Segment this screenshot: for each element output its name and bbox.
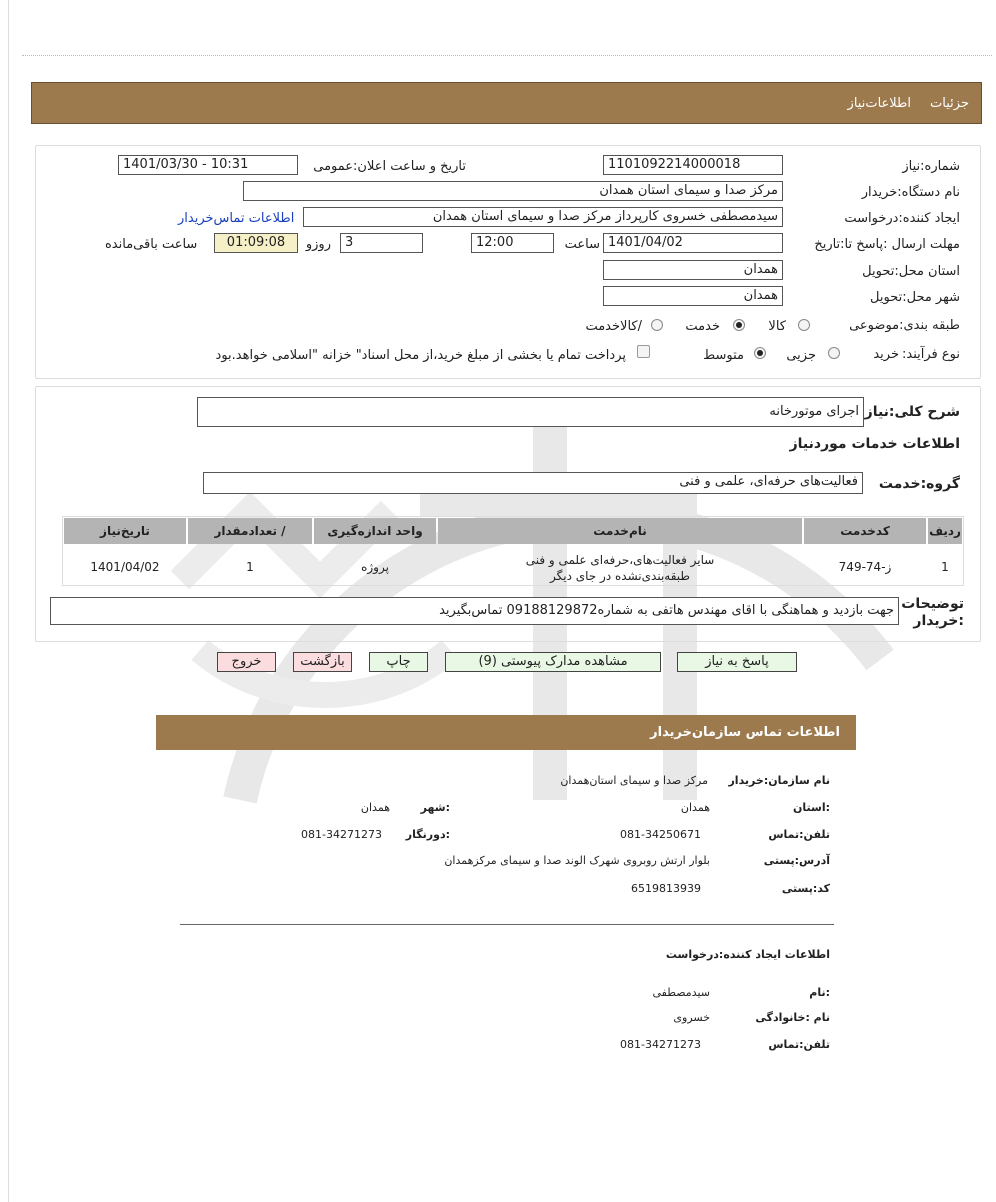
attachments-button[interactable]: مشاهده مدارک پیوستی (9) [445,652,661,672]
contact-section-title: اطلاعات تماس سازمان‌خریدار [650,725,840,740]
cell-date: 1401/04/02 [90,560,160,574]
group-label: گروه:خدمت [878,476,960,492]
contact-phone-label: تلفن:تماس [768,828,830,841]
need-number-field: 1101092214000018 [603,155,783,175]
contact-divider [180,924,834,925]
category-service-label: خدمت [685,319,720,334]
process-buy-label: خرید [873,347,899,362]
process-minor-label: جزیی [786,348,816,363]
org-label: نام سازمان:خریدار [728,774,830,787]
process-minor-radio[interactable] [828,347,840,359]
deadline-label: مهلت ارسال :پاسخ تا:تاریخ [814,237,960,252]
announce-field: 1401/03/30 - 10:31 [118,155,298,175]
cell-name-line2: طبقه‌بندی‌نشده در جای دیگر [550,569,690,583]
process-medium-radio[interactable] [754,347,766,359]
contact-phone-value: 081-34250671 [620,828,701,841]
col-header-row: ردیف [928,518,962,544]
contact-city-value: همدان [360,801,390,814]
back-button[interactable]: بازگشت [293,652,352,672]
contact-postal-value: 6519813939 [631,882,701,895]
contact-fax-value: 081-34271273 [301,828,382,841]
top-divider [22,55,992,56]
contact-province-value: همدان [680,801,710,814]
creator-label: ایجاد کننده:درخواست [844,211,960,226]
days-label: روزو [305,237,331,252]
province-label: استان محل:تحویل [862,264,960,279]
buyer-notes-field: جهت بازدید و هماهنگی با اقای مهندس هاتفی به شماره09188129872 تماس‌بگیرید [50,597,899,625]
col-header-qty: / تعدادمقدار [188,518,312,544]
group-field: فعالیت‌های حرفه‌ای، علمی و فنی [203,472,863,494]
category-goods-label: کالا [768,319,786,334]
buyer-notes-label-2: :خریدار [913,613,964,629]
cell-row: 1 [941,560,949,574]
requester-family-label: نام :خانوادگی [755,1011,830,1024]
category-goods-service-label: /کالاخدمت [585,319,642,334]
remaining-label: ساعت باقی‌مانده [105,237,198,252]
contact-section-header [156,715,856,750]
buyer-org-label: نام دستگاه:خریدار [861,185,960,200]
contact-province-label: :استان [793,801,830,814]
requester-title: اطلاعات ایجاد کننده:درخواست [665,948,830,961]
header-banner [31,82,982,124]
announce-label: تاریخ و ساعت اعلان:عمومی [313,159,466,174]
requester-phone-label: تلفن:تماس [768,1038,830,1051]
buyer-contact-link[interactable]: اطلاعات تماس‌خریدار [178,211,295,226]
exit-button[interactable]: خروج [217,652,276,672]
contact-postal-label: کد:پستی [781,882,830,895]
cell-unit: پروژه [361,560,389,574]
time-label: ساعت [564,237,600,252]
deadline-date-field: 1401/04/02 [603,233,783,253]
org-value: مرکز صدا و سیمای استان‌همدان [560,774,708,787]
cell-qty: 1 [246,560,254,574]
process-label: نوع فرآیند: [902,347,960,362]
print-button[interactable]: چاپ [369,652,428,672]
creator-field: سیدمصطفی خسروی کارپرداز مرکز صدا و سیمای استان همدان [303,207,783,227]
services-title: اطلاعات خدمات موردنیاز [789,436,960,452]
requester-name-label: :نام [809,986,830,999]
contact-address-label: آدرس:پستی [763,854,830,867]
col-header-code: کدخدمت [804,518,926,544]
tab-details[interactable]: جزئیات [930,96,969,111]
col-header-unit: واحد اندازه‌گیری [314,518,436,544]
left-border-line [8,0,9,1202]
category-goods-service-radio[interactable] [651,319,663,331]
tab-need-info[interactable]: اطلاعات‌نیاز [847,96,911,111]
payment-note: پرداخت تمام یا بخشی از مبلغ خرید،از محل اسناد" خزانه "اسلامی خواهد.بود [215,348,626,363]
summary-field: اجرای موتورخانه [197,397,864,427]
province-field: همدان [603,260,783,280]
summary-label: شرح کلی:نیاز [864,404,960,420]
buyer-org-field: مرکز صدا و سیمای استان همدان [243,181,783,201]
contact-address-value: بلوار ارتش روبروی شهرک الوند صدا و سیمای مرکزهمدان [444,854,710,867]
col-header-date: تاریخ‌نیاز [64,518,186,544]
city-label: شهر محل:تحویل [870,290,960,305]
col-header-name: نام‌خدمت [438,518,802,544]
process-medium-label: متوسط [703,348,744,363]
remaining-time-field: 01:09:08 [214,233,298,253]
category-service-radio[interactable] [733,319,745,331]
cell-name-line1: سایر فعالیت‌های،حرفه‌ای علمی و فنی [525,553,715,567]
deadline-time-field: 12:00 [471,233,554,253]
contact-city-label: :شهر [420,801,450,814]
need-number-label: شماره:نیاز [902,159,960,174]
requester-family-value: خسروی [673,1011,710,1024]
payment-checkbox[interactable] [637,345,650,358]
contact-fax-label: :دورنگار [405,828,450,841]
category-goods-radio[interactable] [798,319,810,331]
reply-button[interactable]: پاسخ به نیاز [677,652,797,672]
city-field: همدان [603,286,783,306]
requester-phone-value: 081-34271273 [620,1038,701,1051]
days-field: 3 [340,233,423,253]
cell-code: ز-74-749 [838,560,892,574]
requester-name-value: سیدمصطفی [652,986,710,999]
category-label: طبقه بندی:موضوعی [849,318,960,333]
buyer-notes-label-1: توضیحات [901,596,964,612]
